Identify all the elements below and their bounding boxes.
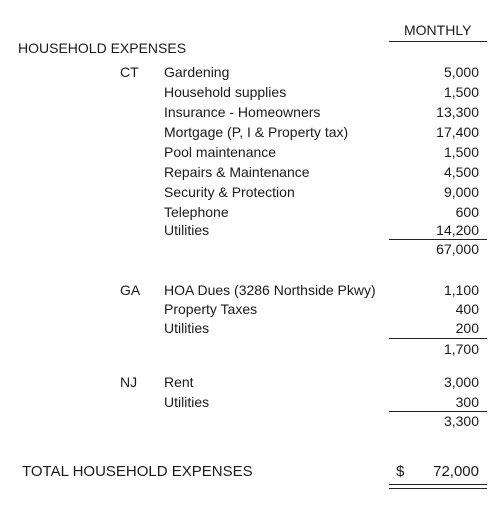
section-title: HOUSEHOLD EXPENSES [18, 40, 187, 56]
group-subtotal: 1,700 [443, 341, 479, 357]
subtotal-rule [389, 411, 487, 412]
total-double-rule-bottom [389, 488, 487, 489]
line-item-amount: 600 [455, 204, 479, 220]
line-item-label: Telephone [164, 204, 229, 220]
line-item-amount: 200 [455, 320, 479, 336]
line-item-amount: 300 [455, 394, 479, 410]
total-currency: $ [396, 463, 405, 480]
total-label: TOTAL HOUSEHOLD EXPENSES [22, 463, 253, 480]
group-code-nj: NJ [120, 374, 138, 390]
group-subtotal: 67,000 [436, 241, 479, 257]
line-item-amount: 1,500 [443, 84, 479, 100]
subtotal-rule [389, 338, 487, 339]
line-item-label: Utilities [164, 320, 210, 336]
line-item-amount: 17,400 [436, 124, 479, 140]
line-item-label: Mortgage (P, I & Property tax) [164, 124, 349, 140]
line-item-label: HOA Dues (3286 Northside Pkwy) [164, 282, 376, 298]
line-item-label: Gardening [164, 64, 230, 80]
line-item-label: Insurance - Homeowners [164, 104, 321, 120]
line-item-label: Repairs & Maintenance [164, 164, 310, 180]
group-subtotal: 3,300 [443, 413, 479, 429]
line-item-amount: 3,000 [443, 374, 479, 390]
line-item-amount: 9,000 [443, 184, 479, 200]
line-item-label: Utilities [164, 394, 210, 410]
line-item-label: Utilities [164, 222, 210, 238]
total-double-rule-top [389, 484, 487, 485]
line-item-amount: 400 [455, 301, 479, 317]
group-code-ga: GA [120, 282, 141, 298]
line-item-amount: 1,500 [443, 144, 479, 160]
line-item-amount: 14,200 [436, 222, 479, 238]
line-item-amount: 5,000 [443, 64, 479, 80]
line-item-amount: 1,100 [443, 282, 479, 298]
header-underline [389, 41, 487, 42]
line-item-label: Property Taxes [164, 301, 258, 317]
line-item-label: Security & Protection [164, 184, 295, 200]
line-item-amount: 4,500 [443, 164, 479, 180]
column-header-monthly: MONTHLY [404, 22, 472, 38]
subtotal-rule [389, 239, 487, 240]
line-item-label: Pool maintenance [164, 144, 277, 160]
line-item-label: Household supplies [164, 84, 287, 100]
group-code-ct: CT [120, 64, 139, 80]
line-item-label: Rent [164, 374, 194, 390]
total-amount: 72,000 [433, 463, 479, 480]
line-item-amount: 13,300 [436, 104, 479, 120]
